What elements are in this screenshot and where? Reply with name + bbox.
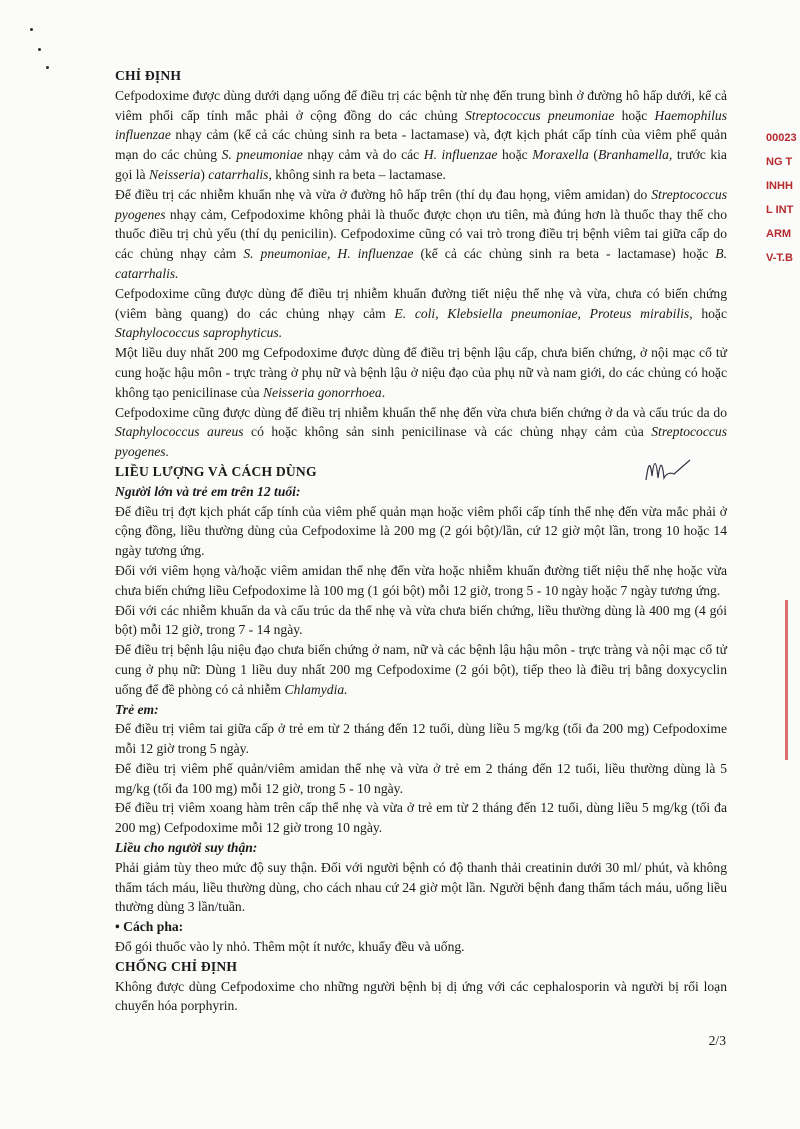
- paragraph: Để điều trị đợt kịch phát cấp tính của viêm phế quản mạn hoặc viêm phổi cấp tính thể nhẹ đến vừa mắc phải ở cộng đồng, liều thường dùng của Cefpodoxime là 200 mg (2 gói bột)/lần, cứ 12 giờ một lần, trong 10 hoặc 14 ngày tương ứng.: [115, 503, 727, 559]
- section-heading: LIỀU LƯỢNG VÀ CÁCH DÙNG: [115, 463, 317, 479]
- page-number: 2/3: [708, 1033, 726, 1048]
- signature: [640, 448, 700, 488]
- paragraph: Cefpodoxime được dùng dưới dạng uống để điều trị các bệnh từ nhẹ đến trung bình ở đường hô hấp dưới, kể cả viêm phổi cấp tính mắc phải ở cộng đồng do các chủng Streptococcus pneumoniae hoặc Haemophilus influenzae nhạy cảm (kể cả các chủng sinh ra beta - lactamase) và, đợt kịch phát cấp tính của viêm phế quản mạn do các chủng S. pneumoniae nhạy cảm và do các H. influenzae hoặc Moraxella (Branhamella, trước kia gọi là Neisseria) catarrhalis, không sinh ra beta – lactamase.: [115, 87, 728, 182]
- paragraph: Đổ gói thuốc vào ly nhỏ. Thêm một ít nước, khuấy đều và uống.: [115, 939, 465, 955]
- paragraph: Để điều trị viêm tai giữa cấp ở trẻ em từ 2 tháng đến 12 tuổi, dùng liều 5 mg/kg (tối đa 200 mg) Cefpodoxime mỗi 12 giờ trong 5 ngày.: [115, 721, 727, 757]
- stamp-line: L INT: [766, 204, 794, 216]
- bullet-heading: • Cách pha:: [115, 919, 184, 935]
- stamp-line: 00023: [766, 132, 797, 144]
- paragraph: Một liều duy nhất 200 mg Cefpodoxime được dùng để điều trị bệnh lậu cấp, chưa biến chứng, ở nội mạc cổ tử cung hoặc hậu môn - trực tràng ở phụ nữ và bệnh lậu ở niệu đạo của phụ nữ và nam giới, do các chủng có hoặc không tạo penicilinase của Neisseria gonorrhoea.: [115, 345, 727, 400]
- paragraph: Đối với viêm họng và/hoặc viêm amidan thể nhẹ đến vừa hoặc nhiễm khuẩn đường tiết niệu thể nhẹ hoặc vừa chưa biến chứng liều Cefpodoxime là 100 mg (1 gói bột) mỗi 12 giờ, trong 5 - 10 ngày hoặc 7 ngày tương ứng.: [115, 562, 727, 598]
- paragraph: Đối với các nhiễm khuẩn da và cấu trúc da thể nhẹ và vừa chưa biến chứng, liều thường dùng là 400 mg (4 gói bột) mỗi 12 giờ, trong 7 - 14 ngày.: [115, 602, 727, 638]
- section-heading: CHỐNG CHỈ ĐỊNH: [115, 958, 238, 974]
- paragraph: Phải giảm tùy theo mức độ suy thận. Đối với người bệnh có độ thanh thải creatinin dưới 30 ml/ phút, và không thẩm tách máu, liều thường dùng, cho cách nhau cứ 24 giờ một lần. Người bệnh đang thẩm tách máu, uống liều thường dùng 3 lần/tuần.: [115, 859, 727, 915]
- paragraph: Để điều trị viêm phế quản/viêm amidan thể nhẹ và vừa ở trẻ em 2 tháng đến 12 tuổi, liều thường dùng là 5 mg/kg (tối đa 100 mg) mỗi 12 giờ, trong 5 - 10 ngày.: [115, 760, 727, 796]
- stamp: [766, 126, 800, 270]
- stamp-line: V-T.B: [766, 252, 793, 264]
- stamp-line: INHH: [766, 180, 793, 192]
- stamp-line: NG T: [766, 156, 793, 168]
- paragraph: Để điều trị các nhiễm khuẩn nhẹ và vừa ở đường hô hấp trên (thí dụ đau họng, viêm amidan) do Streptococcus pyogenes nhạy cảm, Cefpodoxime không phải là thuốc được chọn ưu tiên, mà đúng hơn là thuốc thay thế cho thuốc điều trị chủ yếu (thí dụ penicilin). Cefpodoxime cũng có vai trò trong điều trị bệnh viêm tai giữa cấp do các chủng nhạy cảm S. pneumoniae, H. influenzae (kể cả các chủng sinh ra beta - lactamase) hoặc B. catarrhalis.: [115, 186, 727, 281]
- subheading: Người lớn và trẻ em trên 12 tuổi:: [115, 483, 301, 499]
- document-body: [115, 66, 727, 1016]
- stamp-line: ARM: [766, 228, 792, 240]
- paragraph: Cefpodoxime cũng được dùng để điều trị nhiễm khuẩn thể nhẹ đến vừa chưa biến chứng ở da và cấu trúc da do Staphylococcus aureus có hoặc không sản sinh penicilinase và các chủng nhạy cảm của Streptococcus pyogenes.: [115, 404, 727, 460]
- paragraph: Để điều trị bệnh lậu niệu đạo chưa biến chứng ở nam, nữ và các bệnh lậu hậu môn - trực tràng và nội mạc cổ tử cung ở phụ nữ: Dùng 1 liều duy nhất 200 mg Cefpodoxime (2 gói bột), tiếp theo là điều trị bằng doxycyclin uống để đề phòng có cả nhiễm Chlamydia.: [115, 642, 727, 697]
- paragraph: Cefpodoxime cũng được dùng để điều trị nhiễm khuẩn đường tiết niệu thể nhẹ và vừa, chưa có biến chứng (viêm bàng quang) do các chủng nhạy cảm E. coli, Klebsiella pneumoniae, Proteus mirabilis, hoặc Staphylococcus saprophyticus.: [115, 285, 727, 341]
- paragraph: Không được dùng Cefpodoxime cho những người bệnh bị dị ứng với các cephalosporin và người bị rối loạn chuyển hóa porphyrin.: [115, 978, 727, 1014]
- subheading: Liều cho người suy thận:: [115, 840, 258, 856]
- section-heading: CHỈ ĐỊNH: [115, 68, 182, 83]
- paragraph: Để điều trị viêm xoang hàm trên cấp thể nhẹ và vừa ở trẻ em từ 2 tháng đến 12 tuổi, dùng liều 5 mg/kg (tối đa 200 mg) Cefpodoxime mỗi 12 giờ trong 10 ngày.: [115, 800, 727, 836]
- red-stamp-edge: [785, 600, 800, 760]
- subheading: Trẻ em:: [115, 701, 159, 717]
